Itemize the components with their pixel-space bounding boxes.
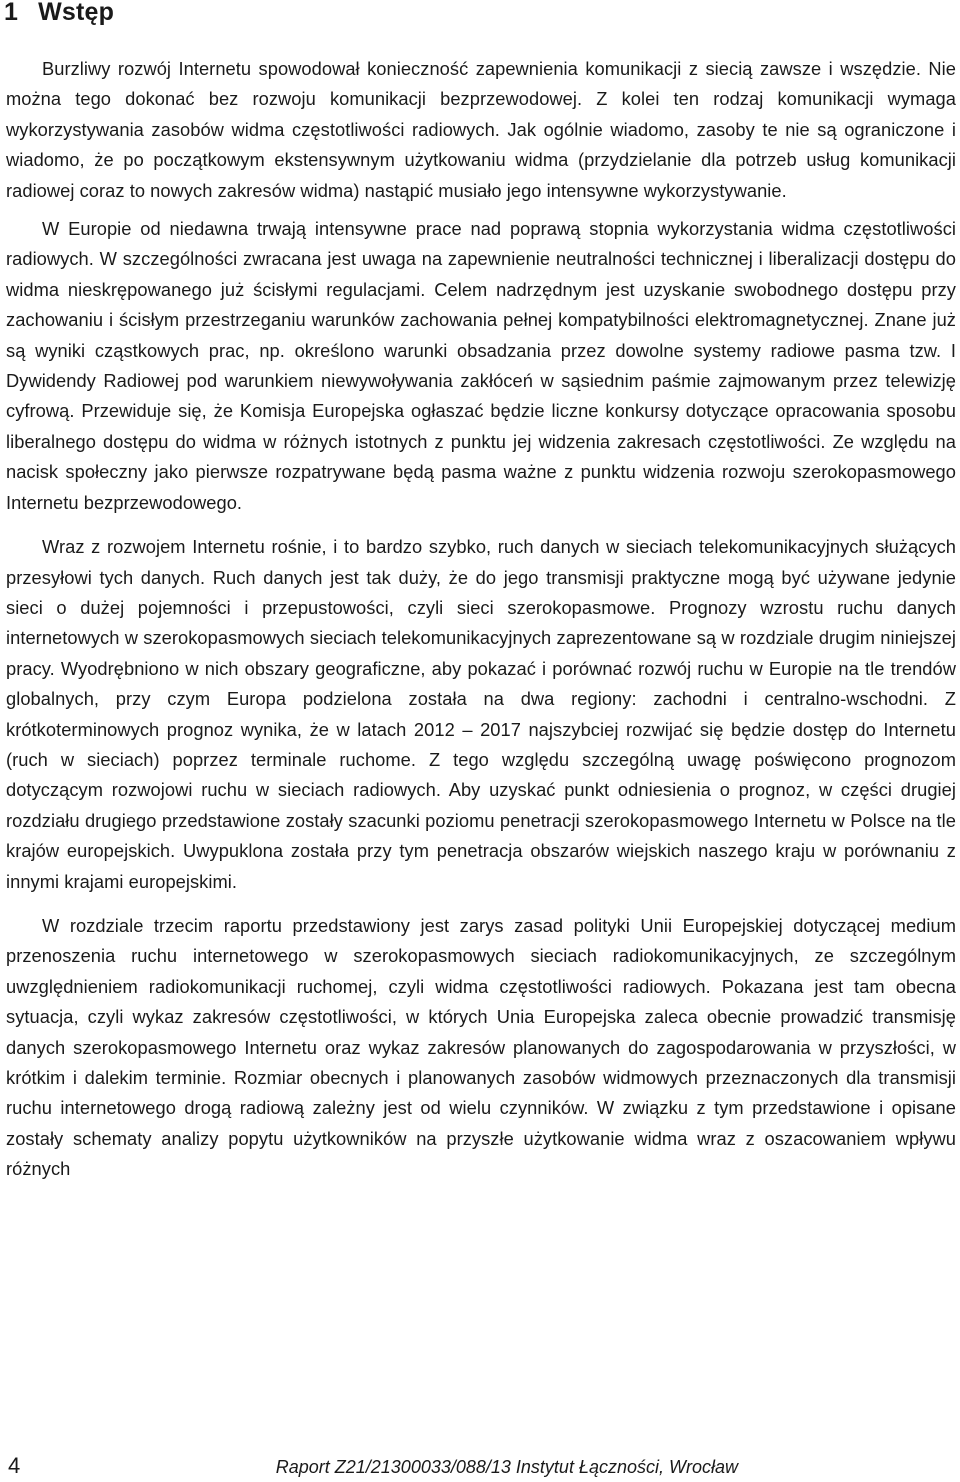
- section-title: Wstęp: [38, 0, 115, 26]
- section-number: 1: [4, 0, 19, 26]
- paragraph-europe: W Europie od niedawna trwają intensywne prace nad poprawą stopnia wykorzystania widma częstotliwości radiowych. W szczególności zwracana jest uwaga na zapewnienie neutralności technicznej i liberalizacji dostępu do widma nieskrępowanego już ścisłymi regulacjami. Celem nadrzędnym jest uzyskanie swobodnego dostępu przy zachowaniu i ścisłym przestrzeganiu warunków zachowania pełnej kompatybilności elektromagnetycznej. Znane już są wyniki cząstkowych prac, np. określono warunki obsadzania przez dowolne systemy radiowe pasma tzw. I Dywidendy Radiowej pod warunkiem niewywoływania zakłóceń w sąsiednim paśmie zajmowanym przez telewizję cyfrową. Przewiduje się, że Komisja Europejska ogłaszać będzie liczne konkursy dotyczące opracowania sposobu liberalnego dostępu do widma w różnych istotnych z punktu jej widzenia zakresach częstotliwości. Ze względu na nacisk społeczny jako pierwsze rozpatrywane będą pasma ważne z punktu widzenia rozwoju szerokopasmowego Internetu bezprzewodowego.: [6, 218, 956, 513]
- footer-report: Raport Z21/21300033/088/13 Instytut Łączności, Wrocław: [275, 1457, 738, 1477]
- section-heading: [4, 0, 114, 28]
- page-number: 4: [8, 1453, 21, 1478]
- paragraph-chapter-three: W rozdziale trzecim raportu przedstawiony jest zarys zasad polityki Unii Europejskiej dotyczącej medium przenoszenia ruchu internetowego w szerokopasmowych sieciach radiokomunikacyjnych, ze szczególnym uwzględnieniem radiokomunikacji ruchomej, czyli widma częstotliwości radiowych. Pokazana jest tam obecna sytuacja, czyli wykaz zakresów częstotliwości, w których Unia Europejska zaleca obecnie prowadzić transmisję danych szerokopasmowego Internetu oraz wykaz zakresów planowanych do zagospodarowania w przyszłości, w krótkim i dalekim terminie. Rozmiar obecnych i planowanych zasobów widmowych przeznaczonych dla transmisji ruchu internetowego drogą radiową zależny jest od wielu czynników. W związku z tym przedstawione i opisane zostały schematy analizy popytu użytkowników na przyszłe użytkowanie widma wraz z oszacowaniem wpływu różnych: [6, 914, 956, 1180]
- paragraph-intro: Burzliwy rozwój Internetu spowodował konieczność zapewnienia komunikacji z siecią zawsze i wszędzie. Nie można tego dokonać bez rozwoju komunikacji bezprzewodowej. Z kolei ten rodzaj komunikacji wymaga wykorzystywania zasobów widma częstotliwości radiowych. Jak ogólnie wiadomo, zasoby te nie są ograniczone i wiadomo, że po początkowym ekstensywnym użytkowaniu widma (przydzielanie dla potrzeb usług komunikacji radiowej coraz to nowych zakresów widma) nastąpić musiało jego intensywne wykorzystywanie.: [6, 58, 956, 201]
- body-text: [6, 54, 956, 1185]
- paragraph-traffic: Wraz z rozwojem Internetu rośnie, i to bardzo szybko, ruch danych w sieciach telekomunikacyjnych służących przesyłowi tych danych. Ruch danych jest tak duży, że do jego transmisji praktyczne mogą być używane jedynie sieci o dużej pojemności i przepustowości, czyli sieci szerokopasmowe. Prognozy wzrostu ruchu danych internetowych w szerokopasmowych sieciach telekomunikacyjnych zaprezentowane są w rozdziale drugim niniejszej pracy. Wyodrębniono w nich obszary geograficzne, aby pokazać i porównać rozwój ruchu w Europie na tle trendów globalnych, przy czym Europa podzielona została na dwa regiony: zachodni i centralno-wschodni. Z krótkoterminowych prognoz wynika, że w latach 2012 – 2017 najszybciej rozwijać się będzie dostęp do Internetu (ruch w sieciach) poprzez terminale ruchome. Z tego względu szczególną uwagę poświęcono prognozom dotyczącym rozwojowi ruchu w sieciach radiowych. Aby uzyskać punkt odniesienia o prognoz, w części drugiej rozdziału drugiego przedstawione zostały szacunki poziomu penetracji szerokopasmowego Internetu w Polsce na tle krajów europejskich. Uwypuklona została przy tym penetracja obszarów wiejskich naszego kraju w porównaniu z innymi krajami europejskimi.: [6, 536, 956, 892]
